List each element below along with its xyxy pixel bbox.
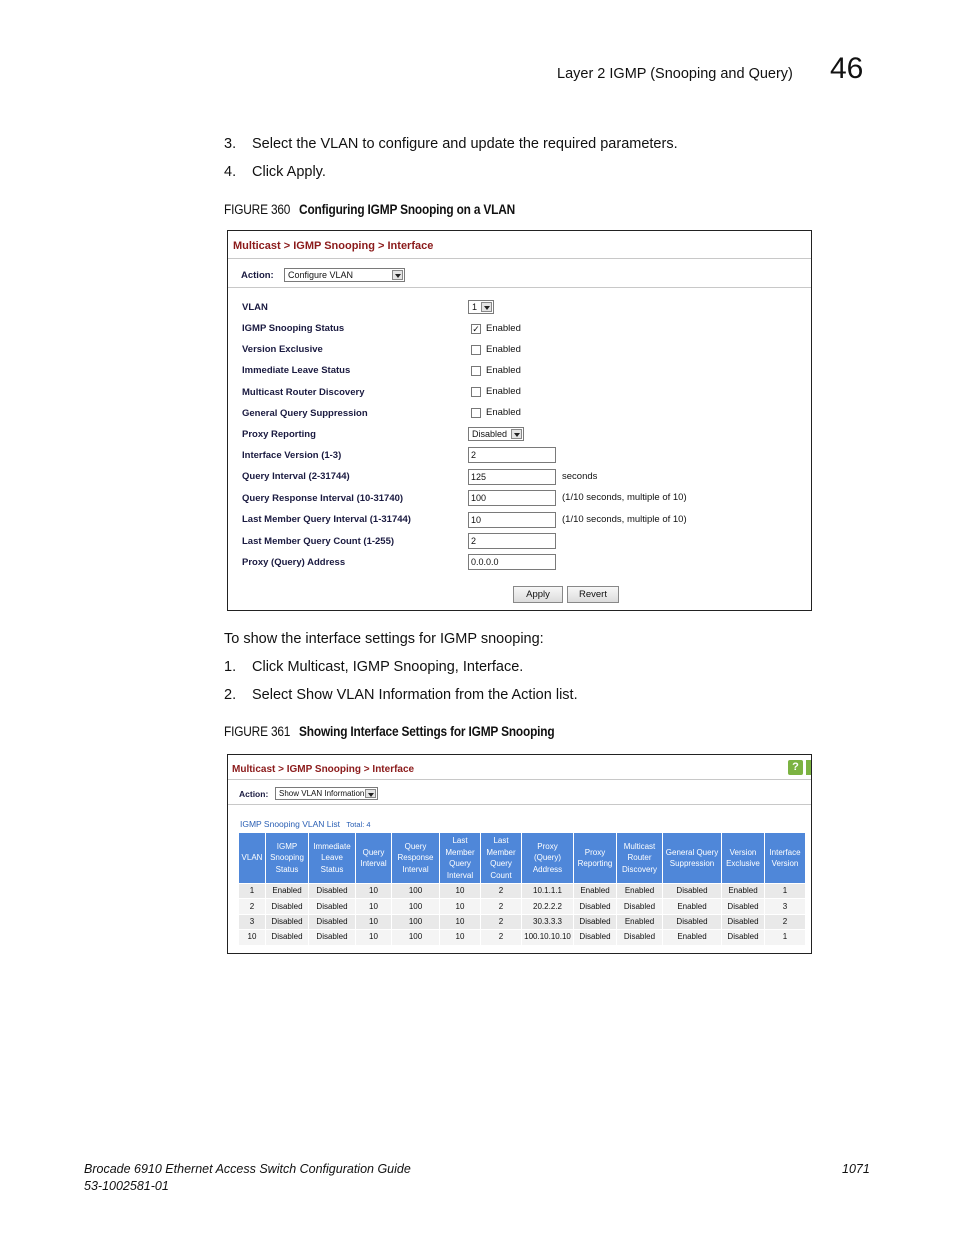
column-header: Query Response Interval bbox=[392, 833, 440, 884]
step-number: 2. bbox=[224, 687, 237, 703]
breadcrumb-igmp-snooping[interactable]: IGMP Snooping bbox=[293, 240, 375, 252]
breadcrumb-separator: > bbox=[378, 240, 385, 252]
table-header-row bbox=[239, 833, 806, 884]
revert-button[interactable]: Revert bbox=[567, 586, 619, 603]
step-text: Click Multicast, IGMP Snooping, Interface. bbox=[252, 659, 524, 675]
table-row bbox=[239, 930, 806, 945]
table-cell: 10 bbox=[440, 884, 481, 899]
table-row bbox=[239, 899, 806, 914]
action-select-value: Show VLAN Information bbox=[279, 789, 365, 798]
table-cell: 100 bbox=[392, 914, 440, 929]
chevron-down-icon bbox=[481, 302, 492, 312]
proxy-reporting-label: Proxy Reporting bbox=[242, 429, 316, 440]
table-cell: Enabled bbox=[574, 884, 617, 899]
table-cell: 10 bbox=[239, 930, 266, 945]
step-4 bbox=[224, 164, 326, 180]
table-cell: Enabled bbox=[266, 884, 309, 899]
table-cell: Disabled bbox=[617, 899, 663, 914]
query-interval-input[interactable]: 125 bbox=[468, 469, 556, 485]
table-cell: Disabled bbox=[309, 884, 356, 899]
table-cell: Enabled bbox=[722, 884, 765, 899]
table-cell: 10 bbox=[356, 930, 392, 945]
table-cell: Enabled bbox=[617, 884, 663, 899]
table-cell: 10 bbox=[356, 914, 392, 929]
version-exclusive-label: Version Exclusive bbox=[242, 344, 323, 355]
step-text: Select Show VLAN Information from the Action list. bbox=[252, 687, 578, 703]
column-header: Last Member Query Count bbox=[481, 833, 522, 884]
table-cell: 10 bbox=[440, 914, 481, 929]
breadcrumb-multicast[interactable]: Multicast bbox=[233, 240, 281, 252]
igmp-status-checkbox[interactable]: ✓ bbox=[472, 324, 480, 334]
list-total: Total: 4 bbox=[346, 820, 371, 829]
divider bbox=[228, 287, 811, 288]
action-label: Action: bbox=[241, 270, 274, 281]
immediate-leave-option: Enabled bbox=[486, 365, 521, 376]
apply-button[interactable]: Apply bbox=[513, 586, 563, 603]
table-cell: 2 bbox=[481, 930, 522, 945]
lmq-count-label: Last Member Query Count (1-255) bbox=[242, 536, 395, 547]
vlan-label: VLAN bbox=[242, 302, 268, 313]
step-3 bbox=[224, 136, 678, 152]
table-cell: 100 bbox=[392, 930, 440, 945]
table-cell: 10.1.1.1 bbox=[522, 884, 574, 899]
breadcrumb-multicast[interactable]: Multicast bbox=[232, 764, 276, 775]
proxy-reporting-value: Disabled bbox=[472, 429, 508, 439]
table-cell: 1 bbox=[765, 884, 806, 899]
column-header: General Query Suppression bbox=[663, 833, 722, 884]
table-row bbox=[239, 914, 806, 929]
breadcrumb-separator: > bbox=[283, 240, 291, 252]
action-select-value: Configure VLAN bbox=[288, 270, 354, 280]
column-header: Proxy Reporting bbox=[574, 833, 617, 884]
gq-suppression-label: General Query Suppression bbox=[242, 408, 368, 419]
guide-title: Brocade 6910 Ethernet Access Switch Configuration Guide bbox=[84, 1162, 411, 1176]
table-cell: 10 bbox=[440, 930, 481, 945]
table-cell: 30.3.3.3 bbox=[522, 914, 574, 929]
lmq-interval-unit: (1/10 seconds, multiple of 10) bbox=[562, 514, 687, 525]
chapter-number: 46 bbox=[830, 52, 864, 85]
vlan-table bbox=[238, 832, 806, 946]
proxy-address-input[interactable]: 0.0.0.0 bbox=[468, 554, 556, 570]
vlan-select[interactable] bbox=[468, 300, 494, 314]
column-header: Version Exclusive bbox=[722, 833, 765, 884]
divider bbox=[228, 779, 811, 780]
section-title: Layer 2 IGMP (Snooping and Query) bbox=[557, 66, 793, 82]
table-cell: Enabled bbox=[663, 899, 722, 914]
help-icon[interactable]: ? bbox=[788, 760, 803, 775]
breadcrumb bbox=[233, 240, 433, 252]
step-number: 3. bbox=[224, 136, 237, 152]
query-interval-unit: seconds bbox=[562, 471, 598, 482]
figure-title: Showing Interface Settings for IGMP Snooping bbox=[299, 724, 555, 739]
step-2 bbox=[224, 687, 578, 703]
table-cell: 2 bbox=[239, 899, 266, 914]
table-cell: 1 bbox=[765, 930, 806, 945]
column-header: Last Member Query Interval bbox=[440, 833, 481, 884]
lmq-interval-input[interactable]: 10 bbox=[468, 512, 556, 528]
figure-label: FIGURE 361 bbox=[224, 724, 291, 739]
column-header: Immediate Leave Status bbox=[309, 833, 356, 884]
chevron-down-icon bbox=[392, 270, 403, 280]
lmq-interval-label: Last Member Query Interval (1-31744) bbox=[242, 514, 411, 525]
configure-vlan-panel bbox=[227, 230, 812, 611]
table-cell: Disabled bbox=[309, 899, 356, 914]
step-text: Click Apply. bbox=[252, 164, 326, 180]
doc-number: 53-1002581-01 bbox=[84, 1179, 169, 1193]
immediate-leave-label: Immediate Leave Status bbox=[242, 365, 351, 376]
list-title: IGMP Snooping VLAN List bbox=[240, 819, 341, 829]
action-label: Action: bbox=[239, 789, 269, 799]
table-cell: 100 bbox=[392, 899, 440, 914]
table-cell: 2 bbox=[765, 914, 806, 929]
table-cell: Disabled bbox=[663, 914, 722, 929]
breadcrumb-separator: > bbox=[278, 764, 284, 775]
page-number: 1071 bbox=[842, 1162, 870, 1176]
mrouter-discovery-label: Multicast Router Discovery bbox=[242, 387, 365, 398]
divider bbox=[228, 804, 811, 805]
query-response-unit: (1/10 seconds, multiple of 10) bbox=[562, 492, 687, 503]
chevron-down-icon bbox=[511, 429, 522, 439]
figure-label: FIGURE 360 bbox=[224, 202, 291, 217]
breadcrumb bbox=[232, 764, 414, 775]
toolbar-icon[interactable] bbox=[806, 760, 811, 775]
breadcrumb-interface[interactable]: Interface bbox=[372, 764, 415, 775]
step-text: Select the VLAN to configure and update the required parameters. bbox=[252, 136, 678, 152]
table-cell: 3 bbox=[239, 914, 266, 929]
immediate-leave-checkbox[interactable] bbox=[471, 366, 481, 376]
breadcrumb-igmp-snooping[interactable]: IGMP Snooping bbox=[286, 764, 362, 775]
action-select[interactable] bbox=[284, 268, 405, 282]
table-cell: Disabled bbox=[722, 914, 765, 929]
igmp-status-label: IGMP Snooping Status bbox=[242, 323, 345, 334]
proxy-address-label: Proxy (Query) Address bbox=[242, 557, 346, 568]
table-cell: Disabled bbox=[266, 930, 309, 945]
interface-version-input[interactable]: 2 bbox=[468, 447, 556, 463]
column-header: IGMP Snooping Status bbox=[266, 833, 309, 884]
table-cell: 2 bbox=[481, 914, 522, 929]
table-cell: Disabled bbox=[722, 899, 765, 914]
table-cell: 20.2.2.2 bbox=[522, 899, 574, 914]
table-cell: Disabled bbox=[574, 899, 617, 914]
step-1 bbox=[224, 659, 523, 675]
breadcrumb-interface[interactable]: Interface bbox=[387, 240, 434, 252]
table-cell: Disabled bbox=[309, 930, 356, 945]
table-cell: 3 bbox=[765, 899, 806, 914]
lmq-count-input[interactable]: 2 bbox=[468, 533, 556, 549]
interface-version-label: Interface Version (1-3) bbox=[242, 450, 342, 461]
figure-title: Configuring IGMP Snooping on a VLAN bbox=[299, 202, 516, 217]
column-header: Proxy (Query) Address bbox=[522, 833, 574, 884]
table-cell: 1 bbox=[239, 884, 266, 899]
table-cell: Disabled bbox=[663, 884, 722, 899]
igmp-status-option: Enabled bbox=[486, 323, 521, 334]
column-header: VLAN bbox=[239, 833, 266, 884]
table-cell: Disabled bbox=[574, 930, 617, 945]
proxy-reporting-select[interactable] bbox=[468, 427, 524, 441]
vlan-list-title bbox=[240, 819, 371, 829]
figure-361-caption bbox=[224, 724, 554, 739]
column-header: Multicast Router Discovery bbox=[617, 833, 663, 884]
step-number: 1. bbox=[224, 659, 237, 675]
version-exclusive-option: Enabled bbox=[486, 344, 521, 355]
breadcrumb-separator: > bbox=[363, 764, 370, 775]
chevron-down-icon bbox=[365, 789, 376, 798]
table-cell: Disabled bbox=[309, 914, 356, 929]
divider bbox=[228, 258, 811, 259]
table-cell: 10 bbox=[440, 899, 481, 914]
table-cell: Disabled bbox=[617, 930, 663, 945]
table-cell: 10 bbox=[356, 899, 392, 914]
version-exclusive-checkbox[interactable] bbox=[471, 345, 481, 355]
gq-suppression-option: Enabled bbox=[486, 407, 521, 418]
intro-text: To show the interface settings for IGMP snooping: bbox=[224, 631, 544, 647]
column-header: Query Interval bbox=[356, 833, 392, 884]
action-select[interactable] bbox=[275, 787, 378, 800]
query-interval-label: Query Interval (2-31744) bbox=[242, 471, 350, 482]
table-cell: Enabled bbox=[617, 914, 663, 929]
table-cell: 2 bbox=[481, 884, 522, 899]
table-cell: 10 bbox=[356, 884, 392, 899]
table-cell: 100.10.10.10 bbox=[522, 930, 574, 945]
table-cell: Enabled bbox=[663, 930, 722, 945]
table-cell: Disabled bbox=[266, 914, 309, 929]
mrouter-discovery-option: Enabled bbox=[486, 386, 521, 397]
column-header: Interface Version bbox=[765, 833, 806, 884]
step-number: 4. bbox=[224, 164, 237, 180]
mrouter-discovery-checkbox[interactable] bbox=[471, 387, 481, 397]
query-response-label: Query Response Interval (10-31740) bbox=[242, 493, 404, 504]
table-cell: Disabled bbox=[266, 899, 309, 914]
gq-suppression-checkbox[interactable] bbox=[471, 408, 481, 418]
query-response-input[interactable]: 100 bbox=[468, 490, 556, 506]
table-cell: 100 bbox=[392, 884, 440, 899]
table-row bbox=[239, 884, 806, 899]
vlan-select-value: 1 bbox=[472, 302, 478, 312]
table-cell: Disabled bbox=[722, 930, 765, 945]
figure-360-caption bbox=[224, 202, 515, 217]
table-cell: 2 bbox=[481, 899, 522, 914]
table-cell: Disabled bbox=[574, 914, 617, 929]
